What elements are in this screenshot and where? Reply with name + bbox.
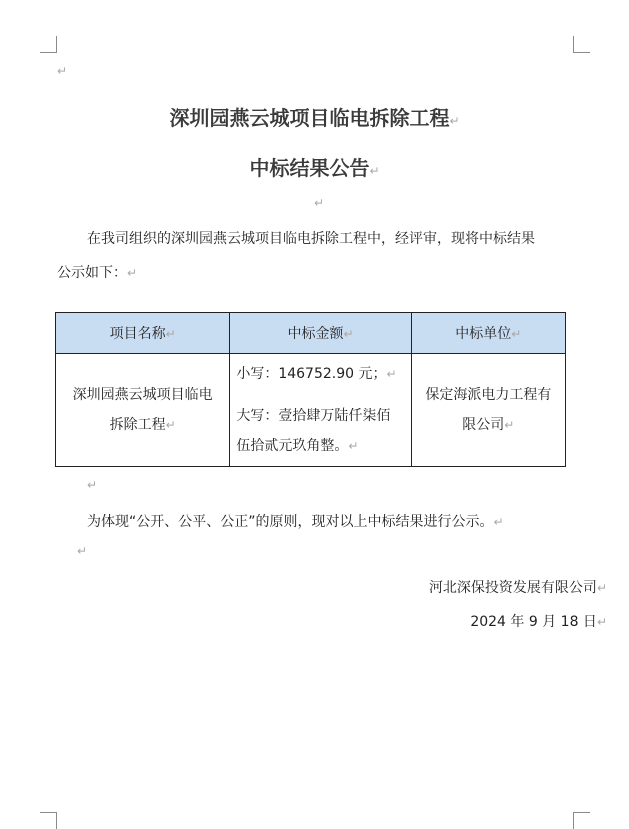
cell-winning-company: 保定海派电力工程有 限公司↵ [411, 354, 565, 467]
header-project-name: 项目名称↵ [56, 313, 230, 354]
intro-paragraph-line-2: 公示如下：↵ [57, 265, 138, 281]
winner-line-2: 限公司 [462, 417, 505, 433]
header-winning-company: 中标单位↵ [411, 313, 565, 354]
project-name-line-2: 拆除工程 [109, 417, 166, 433]
table-row [56, 354, 566, 467]
crop-mark-top-right [573, 36, 590, 53]
cell-project-name: 深圳园燕云城项目临电 拆除工程↵ [56, 354, 230, 467]
amount-in-words: 大写：壹拾肆万陆仟柒佰 伍拾贰元玖角整。↵ [236, 408, 391, 454]
cell-bid-amount [230, 354, 411, 467]
paragraph-mark: ↵ [314, 196, 325, 210]
paragraph-mark: ↵ [127, 266, 138, 280]
paragraph-mark: ↵ [87, 478, 98, 492]
crop-mark-bottom-left [40, 812, 57, 829]
winner-line-1: 保定海派电力工程有 [425, 387, 552, 403]
paragraph-mark: ↵ [449, 114, 460, 128]
project-name-line-1: 深圳园燕云城项目临电 [72, 387, 213, 403]
crop-mark-bottom-right [573, 812, 590, 829]
amount-numeric: 小写：146752.90 元；↵ [236, 366, 397, 382]
crop-mark-top-left [40, 36, 57, 53]
issuing-company: 河北深保投资发展有限公司↵ [428, 580, 607, 596]
paragraph-mark: ↵ [57, 64, 68, 78]
closing-paragraph: 为体现“公开、公平、公正”的原则，现对以上中标结果进行公示。↵ [87, 514, 504, 530]
paragraph-mark: ↵ [369, 164, 380, 178]
intro-paragraph-line-1: 在我司组织的深圳园燕云城项目临电拆除工程中，经评审，现将中标结果 [87, 231, 535, 247]
title-line-1: 深圳园燕云城项目临电拆除工程 [169, 106, 450, 130]
table-header-row [56, 313, 566, 354]
document-title [0, 102, 629, 131]
result-table [55, 312, 566, 467]
header-bid-amount: 中标金额↵ [230, 313, 411, 354]
document-subtitle [0, 152, 629, 181]
paragraph-mark: ↵ [77, 544, 88, 558]
announcement-date: 2024 年 9 月 18 日↵ [470, 614, 607, 630]
title-line-2: 中标结果公告 [249, 156, 370, 180]
